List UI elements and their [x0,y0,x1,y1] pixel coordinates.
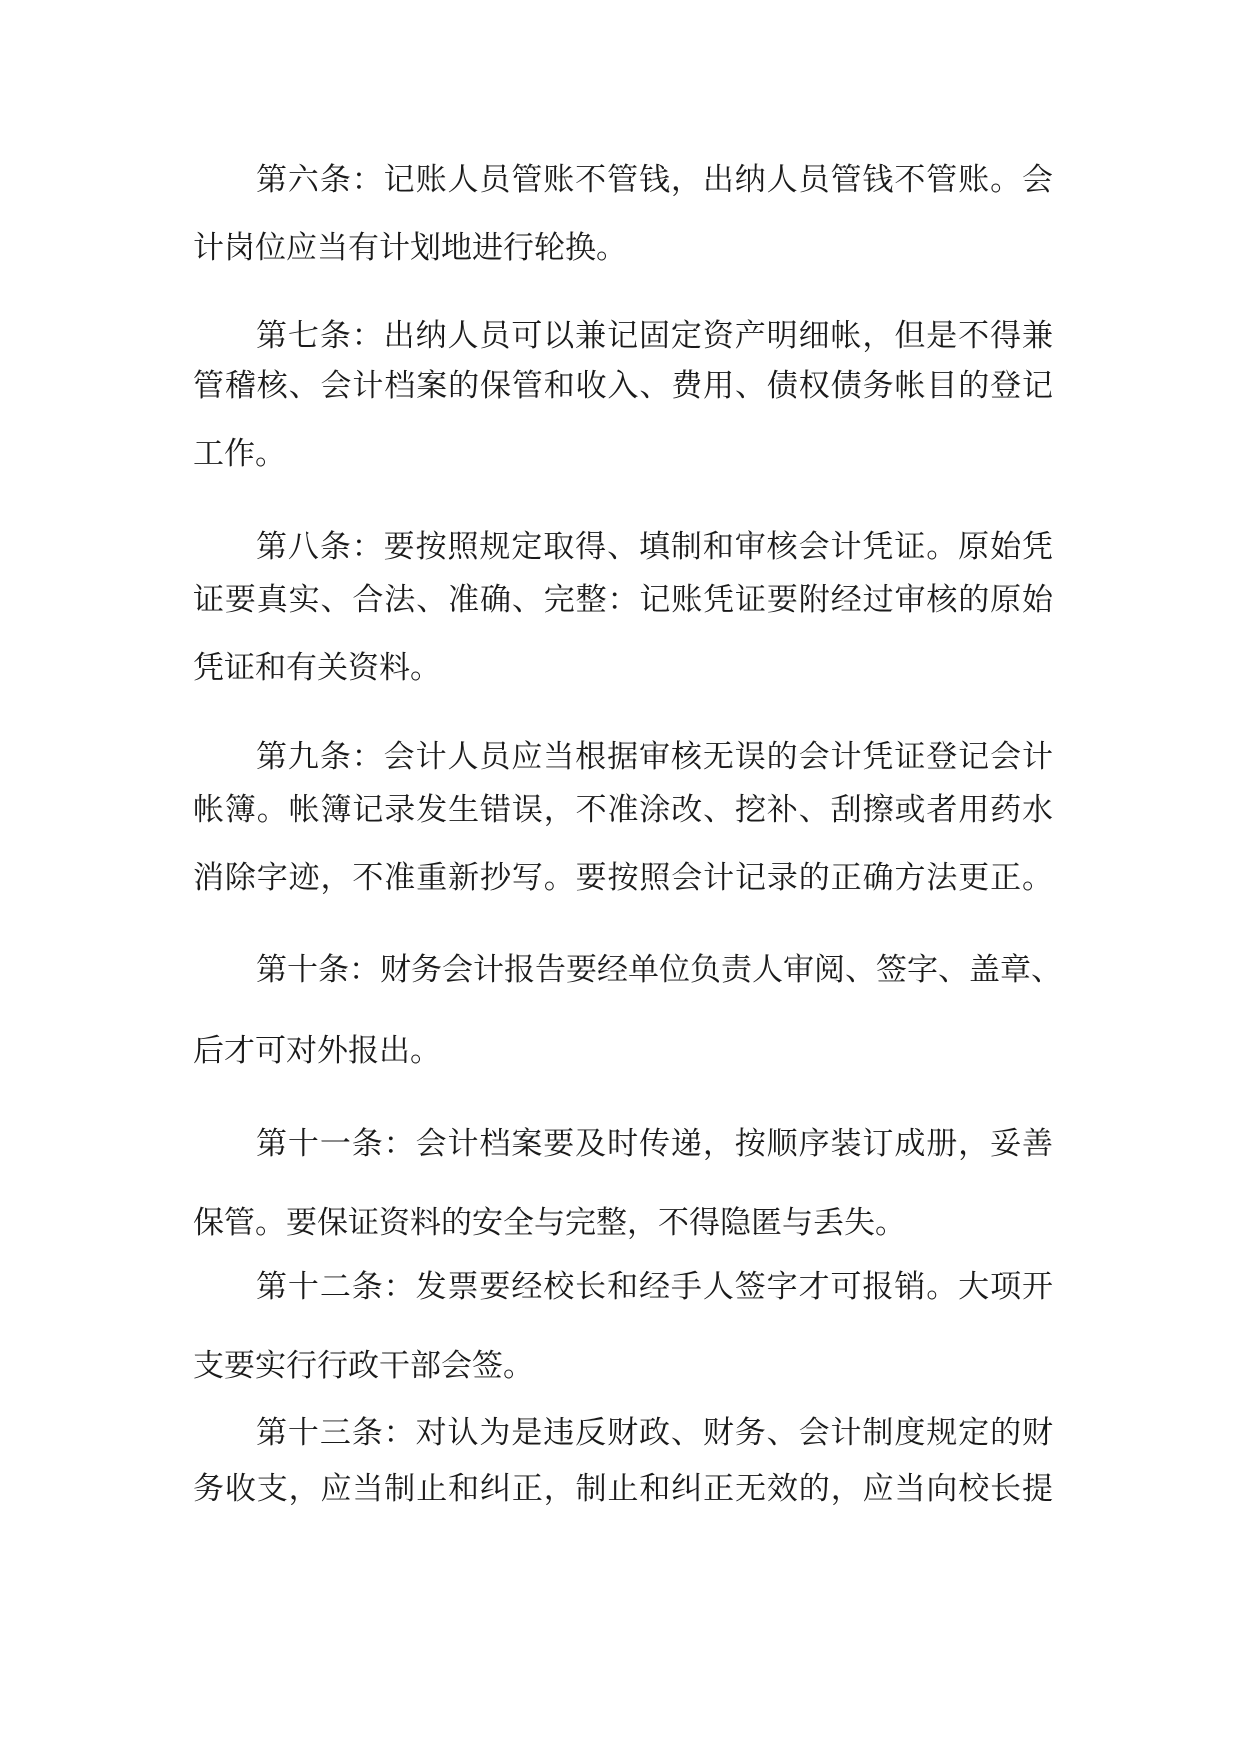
article-8-line-2: 证要真实、合法、准确、完整：记账凭证要附经过审核的原始 [193,582,1053,618]
article-10-line-1: 第十条：财务会计报告要经单位负责人审阅、签字、盖章、 [256,952,1062,988]
article-9-line-1: 第九条：会计人员应当根据审核无误的会计凭证登记会计 [256,739,1053,775]
article-13-line-1: 第十三条：对认为是违反财政、财务、会计制度规定的财 [256,1415,1053,1451]
article-11-line-1: 第十一条：会计档案要及时传递，按顺序装订成册，妥善 [256,1126,1053,1162]
article-6-line-1: 第六条：记账人员管账不管钱，出纳人员管钱不管账。会 [256,162,1053,198]
article-8-line-3: 凭证和有关资料。 [193,650,441,686]
article-9-line-2: 帐簿。帐簿记录发生错误，不准涂改、挖补、刮擦或者用药水 [193,792,1053,828]
article-13-line-2: 务收支，应当制止和纠正，制止和纠正无效的，应当向校长提 [193,1471,1053,1507]
article-7-line-1: 第七条：出纳人员可以兼记固定资产明细帐，但是不得兼 [256,318,1053,354]
article-12-line-1: 第十二条：发票要经校长和经手人签字才可报销。大项开 [256,1269,1053,1305]
article-8-line-1: 第八条：要按照规定取得、填制和审核会计凭证。原始凭 [256,529,1053,565]
article-7-line-3: 工作。 [193,436,286,472]
article-7-line-2: 管稽核、会计档案的保管和收入、费用、债权债务帐目的登记 [193,368,1053,404]
article-9-line-3: 消除字迹，不准重新抄写。要按照会计记录的正确方法更正。 [193,860,1053,896]
article-10-line-2: 后才可对外报出。 [193,1033,441,1069]
article-12-line-2: 支要实行行政干部会签。 [193,1348,534,1384]
article-6-line-2: 计岗位应当有计划地进行轮换。 [193,230,627,266]
article-11-line-2: 保管。要保证资料的安全与完整，不得隐匿与丢失。 [193,1205,906,1241]
